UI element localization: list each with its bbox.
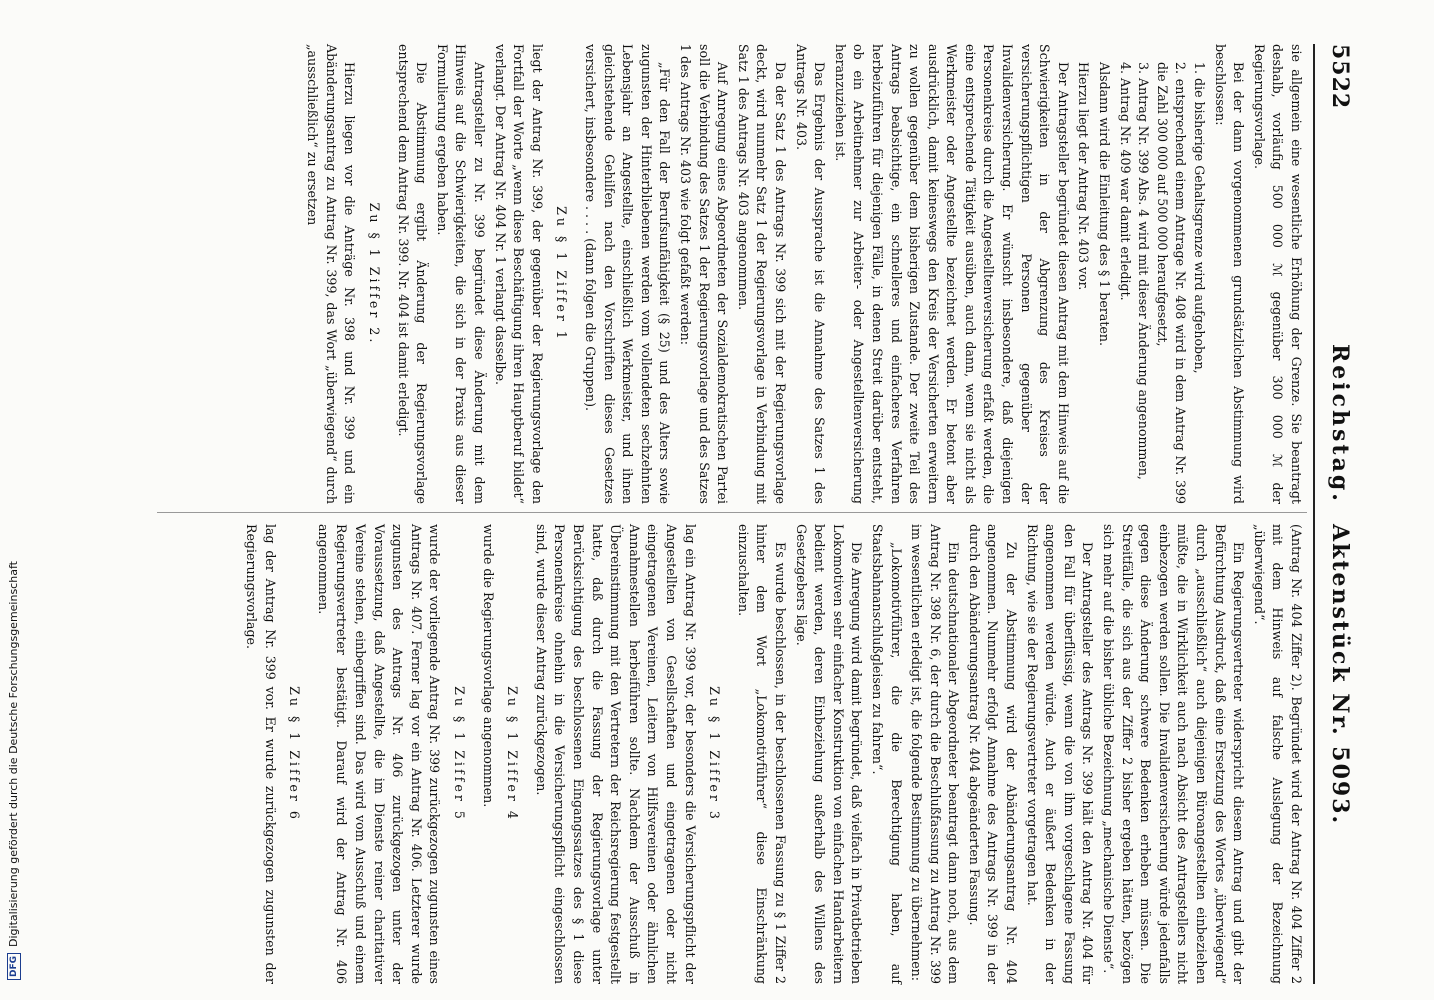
paragraph: liegt der Antrag Nr. 399, der gegenüber der Regierungsvorlage den Fortfall der Worte „wenn diese Beschäftigung ihren Hauptberuf bildet“ verlangt. Der Antrag Nr. 404 Nr. 1 verlangt dasselbe. [492,44,545,504]
paragraph: Die Anregung wird damit begründet, daß vielfach in Privatbetrieben Lokomotiven sehr einfacher Konstruktion von einfachen Handarbeitern bedient werden, deren Einbeziehung außerhalb des Willens des Gesetzgebers läge. [793,524,865,984]
resolution-list [1115,44,1208,504]
page-header [1317,44,1353,984]
section-heading: Zu § 1 Ziffer 5 [452,686,468,822]
paragraph: Auf Anregung eines Abgeordneten der Sozialdemokratischen Partei soll die Verbindung des Satzes 1 der Regierungsvorlage und des Satzes 1 des Antrags Nr. 403 wie folgt gefaßt werden: [678,44,731,504]
paragraph: lag der Antrag Nr. 399 vor. Er wurde zurückgezogen zugunsten der Regierungsvorlage. [244,524,278,984]
paragraph: Die Abstimmung ergibt Änderung der Regierungsvorlage entsprechend dem Antrag Nr. 399. Nr. 404 ist damit erledigt. [395,44,430,504]
column-divider [157,512,1307,513]
paragraph: Hierzu liegen vor die Anträge Nr. 398 und Nr. 399 und ein Abänderungsantrag zu Antrag Nr. 399, das Wort „überwiegend“ durch „ausschließlich“ zu ersetzen [305,44,358,504]
quoted-paragraph: „Für den Fall der Berufsunfähigkeit (§ 25) und des Alters sowie zugunsten der Hinterbliebenen werden vom vollendeten sechzehnten Lebensjahr an Angestellte, einschließlich Werkmeister, und ihnen gleichstehende Gehilfen nach den Vorschriften dieses Gesetzes versichert, insbesondere . . . . (dann folgen die Gruppen). [583,44,673,504]
paragraph: wurde die Regierungsvorlage angenommen. [480,524,496,808]
list-item: 4. Antrag Nr. 409 war damit erledigt. [1117,62,1133,301]
header-rule [1313,44,1315,984]
paragraph: Ein deutschnationaler Abgeordneter beantragt dann noch, aus dem Antrag Nr. 398 Nr. 6, der durch die Beschlußfassung zu Antrag Nr. 399 im wesentlichen erledigt ist, die folgende Bestimmung zu übernehmen: [909,524,962,984]
left-column [301,44,1305,504]
page-number: 5522 [1327,44,1353,110]
digitization-credit [6,10,22,980]
header-subtitle: Aktenstück Nr. 5093. [1327,524,1353,826]
dfg-logo: DFG [7,953,21,980]
list-item: 3. Antrag Nr. 399 Abs. 4 wird mit dieser Änderung angenommen, [1136,62,1152,480]
paragraph: Alsdann wird die Einleitung des § 1 beraten. [1097,62,1113,346]
paragraph: Zu der Abstimmung wird der Abänderungsantrag Nr. 404 angenommen. Nunmehr erfolgt Annahme des Antrags Nr. 399 in der durch den Abänderungsantrag Nr. 404 abgeänderten Fassung. [966,524,1020,984]
paragraph: wurde der vorliegende Antrag Nr. 399 zurückgezogen zugunsten eines Antrags Nr. 407. Ferner lag vor ein Antrag Nr. 406. Letzterer wurde zugunsten des Antrags Nr. 406 zurückgezogen unter der Voraussetzung, daß Angestellte, die im Dienste reiner charitativer Vereine stehen, einbegriffen sind. Das wird vom Ausschuß und einem Regierungsvertreter bestätigt. Darauf wird der Antrag Nr. 406 angenommen. [315,524,443,984]
quoted-paragraph: „Lokomotivführer, die die Berechtigung haben, auf Staatsbahnanschlußgleisen zu fahren“. [869,524,904,984]
section-heading: Zu § 1 Ziffer 4 [505,686,521,822]
paragraph: (Antrag Nr. 404 Ziffer 2). Begründet wird der Antrag Nr. 404 Ziffer 2 mit dem Hinweis auf falsche Auslegung der Bezeichnung „überwiegend“. [1251,524,1304,984]
paragraph: lag ein Antrag Nr. 399 vor, der besonders die Versicherungspflicht der Angestellten von Gesellschaften und eingetragenen oder nicht eingetragenen Vereinen, Leitern von Hilfsvereinen oder ähnlichen Annahmestellen herbeiführen sollte. Nachdem der Ausschuß in Übereinstimmung mit den Vertretern der Reichsregierung festgestellt hatte, daß durch die Fassung der Regierungsvorlage unter Berücksichtigung des beschlossenen Eingangssatzes des § 1 diese Personenkreise ohnehin in die Versicherungspflicht eingeschlossen sind, wurde dieser Antrag zurückgezogen. [533,524,698,984]
credit-text: Digitalisierung gefördert durch die Deutsche Forschungsgemeinschaft [7,561,20,947]
right-column [240,524,1305,984]
paragraph: Das Ergebnis der Aussprache ist die Annahme des Satzes 1 des Antrags Nr. 403. [793,44,828,504]
section-heading: Zu § 1 Ziffer 6 [287,686,303,822]
section-heading: Zu § 1 Ziffer 3 [707,686,723,822]
paragraph: Hierzu liegt der Antrag Nr. 403 vor. [1076,62,1092,291]
section-heading: Zu § 1 Ziffer 1 [554,206,570,342]
header-title: Reichstag. [1327,344,1353,504]
list-item: 1. die bisherige Gehaltsgrenze wird aufgehoben, [1192,62,1208,374]
paragraph: Der Antragsteller begründet diesen Antrag mit dem Hinweis auf die Schwierigkeiten in der Abgrenzung des Kreises der versicherungspflichtigen Personen gegenüber der Invalidenversicherung. Er wünscht insbesondere, daß diejenigen Personenkreise durch die Angestelltenversicherung erfaßt werden, die eine entsprechende Tätigkeit ausüben, auch dann, wenn sie nicht als Werkmeister oder Angestellte bezeichnet werden. Er betont aber ausdrücklich, damit keineswegs den Kreis der Versicherten erweitern zu wollen gegenüber dem bisherigen Zustande. Der zweite Teil des Antrags beabsichtige, ein schnelleres und einfacheres Verfahren herbeizuführen für diejenigen Fälle, in denen Streit darüber entsteht, ob ein Arbeitnehmer zur Arbeiter- oder Angestelltenversicherung heranzuziehen ist. [832,44,1071,504]
rotated-document-page [103,44,1353,984]
paragraph: Es wurde beschlossen, in der beschlossenen Fassung zu § 1 Ziffer 2 hinter dem Wort „Lokomotivführer“ diese Einschränkung einzuschalten. [735,524,788,984]
paragraph: Ein Regierungsvertreter widerspricht diesem Antrag und gibt der Befürchtung Ausdruck, daß eine Ersetzung des Wortes „überwiegend“ durch „ausschließlich“ auch diejenigen Büroangestellten einbeziehen müßte, die in Wirklichkeit auch nach Absicht des Antragstellers nicht einbezogen werden sollen. Die Invalidenversicherung würde jedenfalls gegen diese Änderung schwere Bedenken erheben müssen. Die Streitfälle, die sich aus der Ziffer 2 bisher ergeben hätten, bezögen sich mehr auf die bisher übliche Bezeichnung „mechanische Dienste“. [1101,524,1247,984]
paragraph: sie allgemein eine wesentliche Erhöhung der Grenze. Sie beantragt deshalb, vorläufig 500 000 ℳ gegenüber 300 000 ℳ der Regierungsvorlage. [1251,44,1304,504]
paragraph: Antragsteller zu Nr. 399 begründet diese Änderung mit dem Hinweis auf die Schwierigkeiten, die sich in der Praxis aus dieser Formulierung ergeben haben. [434,44,488,504]
paragraph: Da der Satz 1 des Antrags Nr. 399 sich mit der Regierungsvorlage deckt, wird nunmehr Satz 1 der Regierungsvorlage in Verbindung mit Satz 1 des Antrags Nr. 403 angenommen. [735,44,788,504]
paragraph: Der Antragsteller des Antrags Nr. 399 hält den Antrag Nr. 404 für den Fall für überflüssig, wenn die von ihm vorgeschlagene Fassung angenommen werden würde. Auch er äußert Bedenken in der Richtung, wie sie der Regierungsvertreter vorgetragen hat. [1024,524,1096,984]
list-item: 2. entsprechend einem Antrage Nr. 408 wird in dem Antrag Nr. 399 die Zahl 300 000 auf 500 000 heraufgesetzt, [1154,62,1189,504]
paragraph: Bei der dann vorgenommenen grundsätzlichen Abstimmung wird beschlossen: [1212,44,1247,504]
section-heading: Zu § 1 Ziffer 2. [367,202,383,346]
